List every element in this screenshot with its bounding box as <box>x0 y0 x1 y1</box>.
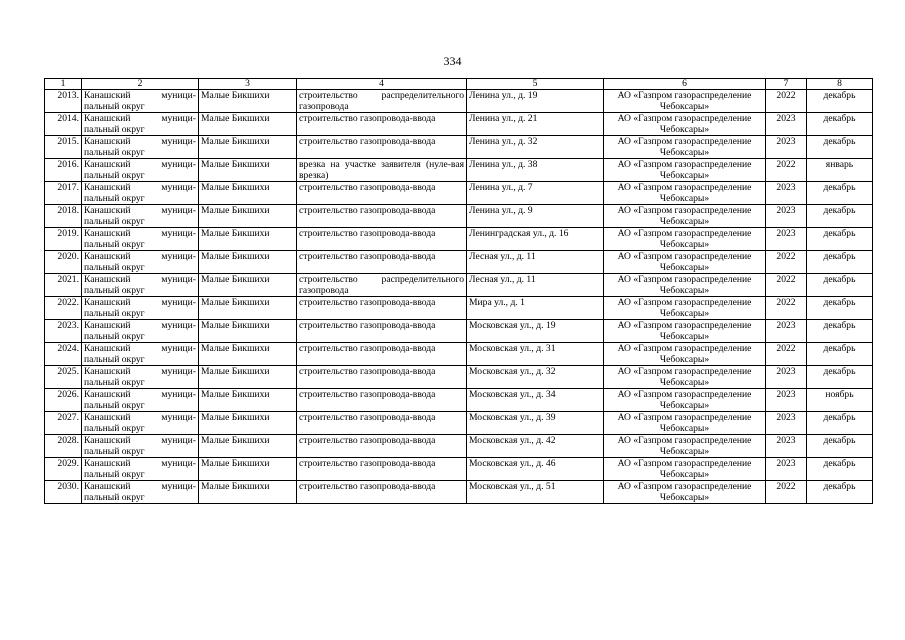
address-cell: Московская ул., д. 34 <box>467 389 604 412</box>
row-number: 2016. <box>45 159 82 182</box>
row-number: 2029. <box>45 458 82 481</box>
month-cell: декабрь <box>807 90 873 113</box>
table-row <box>45 320 873 343</box>
organization-cell: АО «Газпром газораспределение Чебоксары» <box>604 320 766 343</box>
organization-cell: АО «Газпром газораспределение Чебоксары» <box>604 228 766 251</box>
locality-cell: Малые Бикшихи <box>199 481 297 504</box>
district-cell: Канашский муници-пальный округ <box>82 435 199 458</box>
year-cell: 2023 <box>766 389 807 412</box>
locality-cell: Малые Бикшихи <box>199 136 297 159</box>
district-cell: Канашский муници-пальный округ <box>82 90 199 113</box>
address-cell: Московская ул., д. 32 <box>467 366 604 389</box>
locality-cell: Малые Бикшихи <box>199 435 297 458</box>
row-number: 2021. <box>45 274 82 297</box>
district-cell: Канашский муници-пальный округ <box>82 251 199 274</box>
page-number: 334 <box>443 54 462 68</box>
gasification-table <box>44 78 873 504</box>
month-cell: декабрь <box>807 297 873 320</box>
row-number: 2025. <box>45 366 82 389</box>
column-number: 2 <box>82 79 199 90</box>
address-cell: Московская ул., д. 19 <box>467 320 604 343</box>
year-cell: 2023 <box>766 458 807 481</box>
row-number: 2027. <box>45 412 82 435</box>
work-type-cell: строительство газопровода-ввода <box>297 228 467 251</box>
row-number: 2020. <box>45 251 82 274</box>
locality-cell: Малые Бикшихи <box>199 412 297 435</box>
organization-cell: АО «Газпром газораспределение Чебоксары» <box>604 136 766 159</box>
month-cell: декабрь <box>807 274 873 297</box>
organization-cell: АО «Газпром газораспределение Чебоксары» <box>604 435 766 458</box>
month-cell: декабрь <box>807 435 873 458</box>
table-row <box>45 343 873 366</box>
table-row <box>45 366 873 389</box>
year-cell: 2022 <box>766 274 807 297</box>
district-cell: Канашский муници-пальный округ <box>82 159 199 182</box>
year-cell: 2023 <box>766 228 807 251</box>
column-number: 5 <box>467 79 604 90</box>
row-number: 2015. <box>45 136 82 159</box>
district-cell: Канашский муници-пальный округ <box>82 228 199 251</box>
address-cell: Ленина ул., д. 38 <box>467 159 604 182</box>
row-number: 2030. <box>45 481 82 504</box>
work-type-cell: строительство распределительного газопровода <box>297 90 467 113</box>
table-body <box>45 90 873 504</box>
address-cell: Московская ул., д. 46 <box>467 458 604 481</box>
locality-cell: Малые Бикшихи <box>199 343 297 366</box>
organization-cell: АО «Газпром газораспределение Чебоксары» <box>604 389 766 412</box>
locality-cell: Малые Бикшихи <box>199 205 297 228</box>
table-row <box>45 182 873 205</box>
month-cell: ноябрь <box>807 389 873 412</box>
column-number: 3 <box>199 79 297 90</box>
month-cell: декабрь <box>807 228 873 251</box>
row-number: 2023. <box>45 320 82 343</box>
address-cell: Ленинградская ул., д. 16 <box>467 228 604 251</box>
organization-cell: АО «Газпром газораспределение Чебоксары» <box>604 113 766 136</box>
address-cell: Ленина ул., д. 21 <box>467 113 604 136</box>
district-cell: Канашский муници-пальный округ <box>82 412 199 435</box>
table-row <box>45 113 873 136</box>
month-cell: декабрь <box>807 136 873 159</box>
table-row <box>45 205 873 228</box>
column-number: 4 <box>297 79 467 90</box>
month-cell: декабрь <box>807 182 873 205</box>
locality-cell: Малые Бикшихи <box>199 297 297 320</box>
year-cell: 2023 <box>766 412 807 435</box>
work-type-cell: строительство газопровода-ввода <box>297 366 467 389</box>
table-row <box>45 389 873 412</box>
district-cell: Канашский муници-пальный округ <box>82 343 199 366</box>
year-cell: 2022 <box>766 343 807 366</box>
work-type-cell: строительство газопровода-ввода <box>297 205 467 228</box>
work-type-cell: строительство газопровода-ввода <box>297 481 467 504</box>
year-cell: 2023 <box>766 366 807 389</box>
locality-cell: Малые Бикшихи <box>199 389 297 412</box>
row-number: 2026. <box>45 389 82 412</box>
organization-cell: АО «Газпром газораспределение Чебоксары» <box>604 274 766 297</box>
month-cell: декабрь <box>807 412 873 435</box>
year-cell: 2023 <box>766 182 807 205</box>
year-cell: 2022 <box>766 90 807 113</box>
organization-cell: АО «Газпром газораспределение Чебоксары» <box>604 297 766 320</box>
row-number: 2018. <box>45 205 82 228</box>
address-cell: Московская ул., д. 39 <box>467 412 604 435</box>
work-type-cell: строительство газопровода-ввода <box>297 113 467 136</box>
organization-cell: АО «Газпром газораспределение Чебоксары» <box>604 205 766 228</box>
month-cell: декабрь <box>807 113 873 136</box>
address-cell: Мира ул., д. 1 <box>467 297 604 320</box>
district-cell: Канашский муници-пальный округ <box>82 458 199 481</box>
locality-cell: Малые Бикшихи <box>199 366 297 389</box>
table-row <box>45 297 873 320</box>
organization-cell: АО «Газпром газораспределение Чебоксары» <box>604 159 766 182</box>
work-type-cell: строительство газопровода-ввода <box>297 412 467 435</box>
address-cell: Лесная ул., д. 11 <box>467 251 604 274</box>
work-type-cell: строительство газопровода-ввода <box>297 458 467 481</box>
month-cell: декабрь <box>807 205 873 228</box>
year-cell: 2023 <box>766 113 807 136</box>
year-cell: 2023 <box>766 205 807 228</box>
table-row <box>45 412 873 435</box>
table-row <box>45 251 873 274</box>
district-cell: Канашский муници-пальный округ <box>82 481 199 504</box>
district-cell: Канашский муници-пальный округ <box>82 136 199 159</box>
row-number: 2022. <box>45 297 82 320</box>
month-cell: декабрь <box>807 343 873 366</box>
organization-cell: АО «Газпром газораспределение Чебоксары» <box>604 182 766 205</box>
work-type-cell: строительство газопровода-ввода <box>297 182 467 205</box>
locality-cell: Малые Бикшихи <box>199 274 297 297</box>
year-cell: 2022 <box>766 481 807 504</box>
month-cell: декабрь <box>807 458 873 481</box>
district-cell: Канашский муници-пальный округ <box>82 274 199 297</box>
district-cell: Канашский муници-пальный округ <box>82 366 199 389</box>
month-cell: январь <box>807 159 873 182</box>
year-cell: 2022 <box>766 159 807 182</box>
year-cell: 2023 <box>766 435 807 458</box>
row-number: 2014. <box>45 113 82 136</box>
table-row <box>45 159 873 182</box>
locality-cell: Малые Бикшихи <box>199 182 297 205</box>
district-cell: Канашский муници-пальный округ <box>82 182 199 205</box>
locality-cell: Малые Бикшихи <box>199 251 297 274</box>
district-cell: Канашский муници-пальный округ <box>82 297 199 320</box>
locality-cell: Малые Бикшихи <box>199 90 297 113</box>
table-row <box>45 90 873 113</box>
work-type-cell: строительство газопровода-ввода <box>297 136 467 159</box>
district-cell: Канашский муници-пальный округ <box>82 205 199 228</box>
table-row <box>45 136 873 159</box>
work-type-cell: строительство газопровода-ввода <box>297 435 467 458</box>
organization-cell: АО «Газпром газораспределение Чебоксары» <box>604 251 766 274</box>
locality-cell: Малые Бикшихи <box>199 113 297 136</box>
organization-cell: АО «Газпром газораспределение Чебоксары» <box>604 481 766 504</box>
locality-cell: Малые Бикшихи <box>199 228 297 251</box>
work-type-cell: строительство газопровода-ввода <box>297 389 467 412</box>
district-cell: Канашский муници-пальный округ <box>82 320 199 343</box>
month-cell: декабрь <box>807 481 873 504</box>
district-cell: Канашский муници-пальный округ <box>82 389 199 412</box>
row-number: 2013. <box>45 90 82 113</box>
work-type-cell: строительство газопровода-ввода <box>297 343 467 366</box>
address-cell: Московская ул., д. 51 <box>467 481 604 504</box>
row-number: 2028. <box>45 435 82 458</box>
address-cell: Московская ул., д. 42 <box>467 435 604 458</box>
column-number: 8 <box>807 79 873 90</box>
table-row <box>45 481 873 504</box>
organization-cell: АО «Газпром газораспределение Чебоксары» <box>604 458 766 481</box>
work-type-cell: врезка на участке заявителя (нуле-вая врезка) <box>297 159 467 182</box>
organization-cell: АО «Газпром газораспределение Чебоксары» <box>604 412 766 435</box>
work-type-cell: строительство газопровода-ввода <box>297 297 467 320</box>
column-number: 6 <box>604 79 766 90</box>
table-row <box>45 458 873 481</box>
row-number: 2024. <box>45 343 82 366</box>
work-type-cell: строительство газопровода-ввода <box>297 251 467 274</box>
address-cell: Ленина ул., д. 9 <box>467 205 604 228</box>
year-cell: 2023 <box>766 136 807 159</box>
column-number: 1 <box>45 79 82 90</box>
month-cell: декабрь <box>807 251 873 274</box>
address-cell: Ленина ул., д. 19 <box>467 90 604 113</box>
locality-cell: Малые Бикшихи <box>199 320 297 343</box>
table-row <box>45 435 873 458</box>
row-number: 2017. <box>45 182 82 205</box>
row-number: 2019. <box>45 228 82 251</box>
month-cell: декабрь <box>807 320 873 343</box>
address-cell: Лесная ул., д. 11 <box>467 274 604 297</box>
address-cell: Ленина ул., д. 32 <box>467 136 604 159</box>
month-cell: декабрь <box>807 366 873 389</box>
work-type-cell: строительство газопровода-ввода <box>297 320 467 343</box>
address-cell: Московская ул., д. 31 <box>467 343 604 366</box>
district-cell: Канашский муници-пальный округ <box>82 113 199 136</box>
year-cell: 2022 <box>766 297 807 320</box>
year-cell: 2022 <box>766 251 807 274</box>
column-number: 7 <box>766 79 807 90</box>
table-row <box>45 228 873 251</box>
table-row <box>45 274 873 297</box>
locality-cell: Малые Бикшихи <box>199 159 297 182</box>
organization-cell: АО «Газпром газораспределение Чебоксары» <box>604 343 766 366</box>
column-number-row <box>45 79 873 90</box>
organization-cell: АО «Газпром газораспределение Чебоксары» <box>604 90 766 113</box>
organization-cell: АО «Газпром газораспределение Чебоксары» <box>604 366 766 389</box>
year-cell: 2023 <box>766 320 807 343</box>
work-type-cell: строительство распределительного газопровода <box>297 274 467 297</box>
locality-cell: Малые Бикшихи <box>199 458 297 481</box>
address-cell: Ленина ул., д. 7 <box>467 182 604 205</box>
